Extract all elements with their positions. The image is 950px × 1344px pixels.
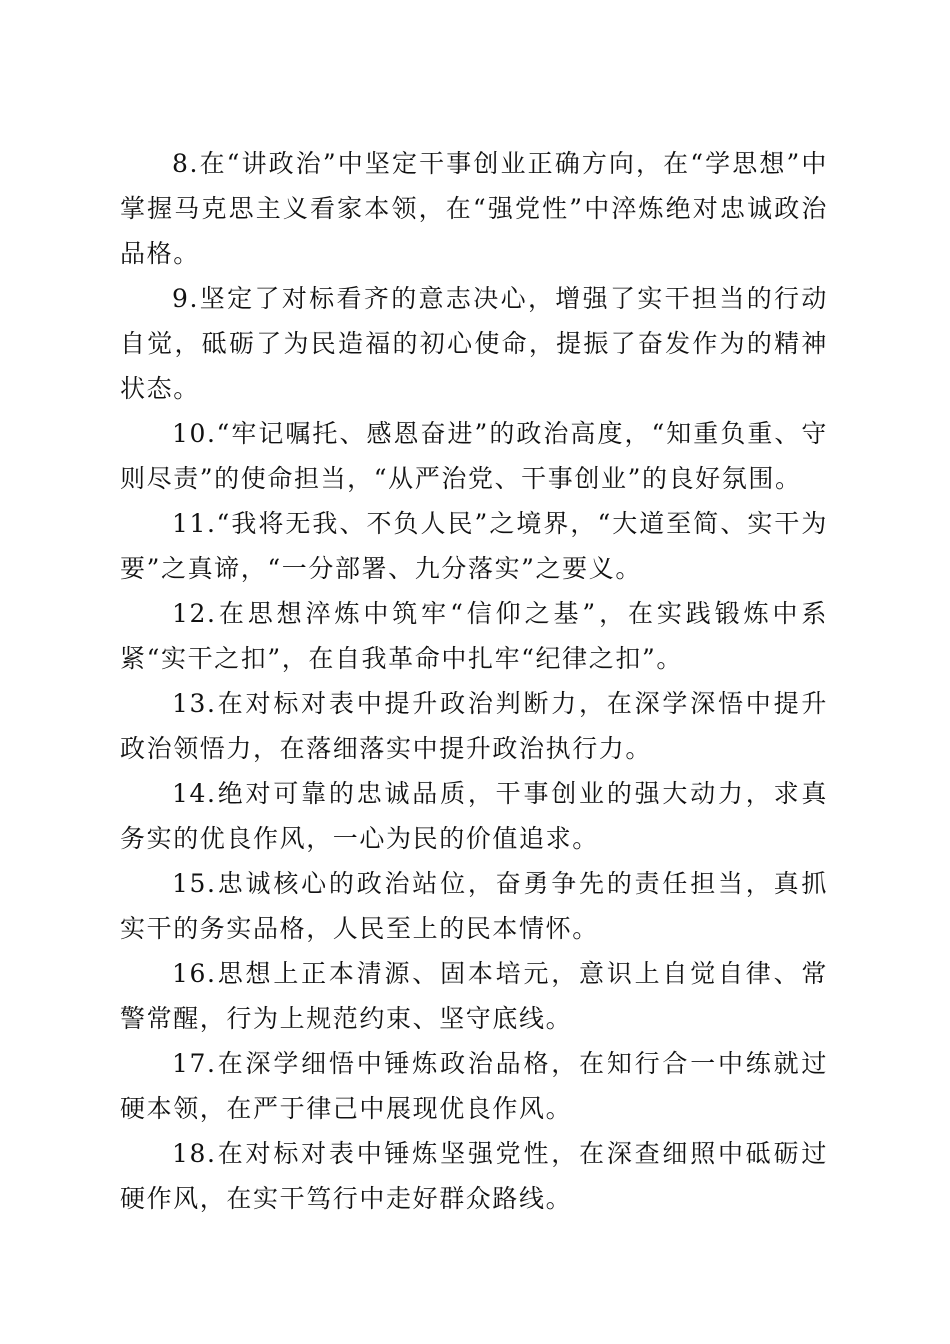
paragraph-16: 16.思想上正本清源、固本培元，意识上自觉自律、常警常醒，行为上规范约束、坚守底线。 bbox=[120, 959, 828, 1033]
paragraph-9: 9.坚定了对标看齐的意志决心，增强了实干担当的行动自觉，砥砺了为民造福的初心使命，提振了奋发作为的精神状态。 bbox=[120, 284, 828, 403]
paragraph-18: 18.在对标对表中锤炼坚强党性，在深查细照中砥砺过硬作风，在实干笃行中走好群众路线。 bbox=[120, 1139, 828, 1213]
paragraph-15: 15.忠诚核心的政治站位，奋勇争先的责任担当，真抓实干的务实品格，人民至上的民本情怀。 bbox=[120, 869, 828, 943]
paragraph-12: 12.在思想淬炼中筑牢“信仰之基”，在实践锻炼中系紧“实干之扣”，在自我革命中扎牢“纪律之扣”。 bbox=[120, 599, 828, 673]
document-body bbox=[120, 141, 828, 1221]
paragraph-14: 14.绝对可靠的忠诚品质，干事创业的强大动力，求真务实的优良作风，一心为民的价值追求。 bbox=[120, 779, 828, 853]
paragraph-10: 10.“牢记嘱托、感恩奋进”的政治高度，“知重负重、守则尽责”的使命担当，“从严治党、干事创业”的良好氛围。 bbox=[120, 419, 828, 493]
paragraph-11: 11.“我将无我、不负人民”之境界，“大道至简、实干为要”之真谛，“一分部署、九分落实”之要义。 bbox=[120, 509, 828, 583]
paragraph-8: 8.在“讲政治”中坚定干事创业正确方向，在“学思想”中掌握马克思主义看家本领，在“强党性”中淬炼绝对忠诚政治品格。 bbox=[120, 149, 828, 268]
paragraph-17: 17.在深学细悟中锤炼政治品格，在知行合一中练就过硬本领，在严于律己中展现优良作风。 bbox=[120, 1049, 828, 1123]
paragraph-13: 13.在对标对表中提升政治判断力，在深学深悟中提升政治领悟力，在落细落实中提升政治执行力。 bbox=[120, 689, 828, 763]
